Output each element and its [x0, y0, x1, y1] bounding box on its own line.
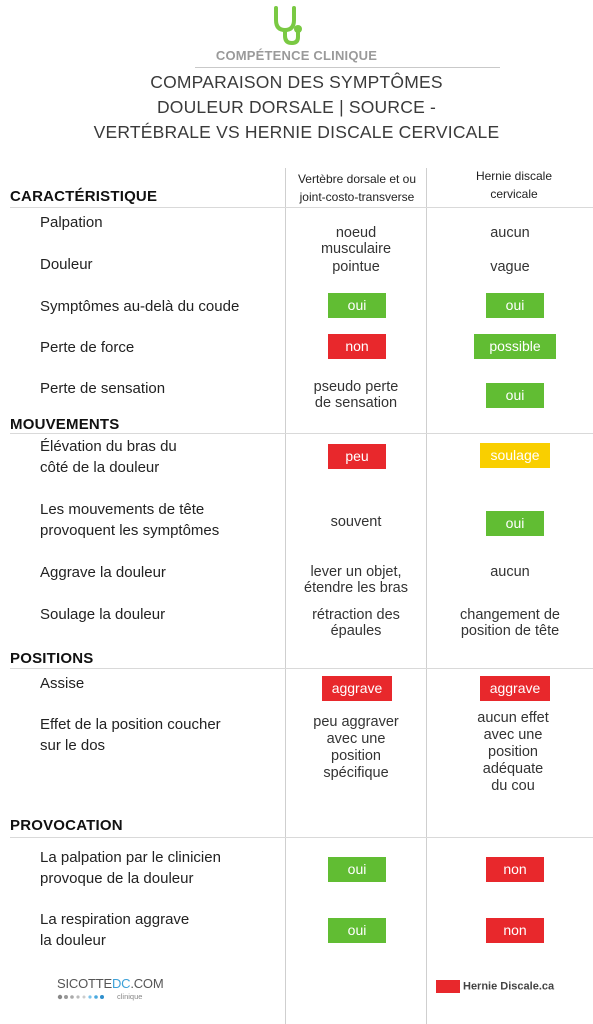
cell-palpation-vertebre-line-2: musculaire — [320, 241, 392, 257]
cell-coucher-hernie-line-4: adéquate — [482, 761, 544, 777]
cell-palpation-hernie: aucun — [490, 225, 530, 241]
row-label-tete-line-1: Les mouvements de tête — [40, 501, 205, 518]
row-label-assise: Assise — [40, 675, 85, 692]
cell-douleur-hernie: vague — [490, 259, 530, 275]
column-header-vertebre-line-1: Vertèbre dorsale et ou — [297, 172, 417, 186]
row-label-respiration-line-2: la douleur — [40, 932, 106, 949]
brand-title: COMPÉTENCE CLINIQUE — [215, 48, 378, 63]
cell-coucher-vertebre-line-3: position — [331, 748, 381, 764]
cell-aggrave-vertebre-line-1: lever un objet, — [310, 564, 402, 580]
cell-soulage-vertebre-line-2: épaules — [330, 623, 382, 639]
cell-aggrave-vertebre — [286, 564, 426, 596]
row-label-symptomes: Symptômes au-delà du coude — [40, 298, 240, 315]
badge-elevation-vertebre: peu — [328, 444, 386, 469]
cell-sensation-vertebre-line-1: pseudo perte — [313, 379, 399, 395]
row-label-elevation-line-2: côté de la douleur — [40, 459, 160, 476]
column-header-vertebre-line-2: joint-costo-transverse — [299, 190, 415, 204]
row-label-soulage: Soulage la douleur — [40, 606, 166, 623]
badge-assise-hernie: aggrave — [480, 676, 550, 701]
footer-sicotte-name-dc: DC — [111, 976, 131, 991]
cell-coucher-vertebre-line-4: spécifique — [323, 765, 389, 781]
cell-sensation-vertebre — [286, 379, 426, 411]
row-label-coucher-line-2: sur le dos — [40, 737, 106, 754]
row-label-palpation-clinicien — [40, 847, 221, 889]
row-label-tete — [40, 499, 219, 541]
footer-sicotte-subtitle: clinique — [117, 992, 143, 1001]
page-title-line-2: DOULEUR DORSALE | SOURCE - — [156, 97, 437, 117]
row-label-aggrave: Aggrave la douleur — [40, 564, 166, 581]
section-rule-positions — [10, 668, 593, 669]
cell-coucher-vertebre-line-2: avec une — [326, 731, 386, 747]
cell-douleur-vertebre: pointue — [332, 259, 380, 275]
cell-coucher-hernie — [427, 710, 593, 795]
column-header-hernie-line-1: Hernie discale — [475, 169, 553, 183]
column-divider-right — [426, 168, 427, 1024]
page-title-line-3: VERTÉBRALE VS HERNIE DISCALE CERVICALE — [93, 122, 500, 142]
footer-dots-icon — [57, 993, 117, 1001]
badge-elevation-hernie: soulage — [480, 443, 550, 468]
section-rule-caracteristique — [10, 207, 593, 208]
cell-palpation-vertebre-line-1: noeud — [335, 225, 377, 241]
cell-aggrave-hernie: aucun — [490, 564, 530, 580]
row-label-douleur: Douleur — [40, 256, 93, 273]
badge-assise-vertebre: aggrave — [322, 676, 392, 701]
section-heading-mouvements: MOUVEMENTS — [10, 416, 120, 433]
cell-coucher-hernie-line-5: du cou — [491, 778, 535, 794]
badge-palpation-clinicien-vertebre: oui — [328, 857, 386, 882]
footer-sicotte-name — [57, 976, 163, 991]
cell-soulage-hernie — [427, 607, 593, 639]
row-label-sensation: Perte de sensation — [40, 380, 166, 397]
cell-palpation-vertebre — [286, 225, 426, 257]
row-label-respiration — [40, 909, 189, 951]
cell-sensation-vertebre-line-2: de sensation — [314, 395, 398, 411]
badge-respiration-vertebre: oui — [328, 918, 386, 943]
row-label-palpation-clinicien-line-2: provoque de la douleur — [40, 870, 194, 887]
brand-divider — [195, 67, 500, 68]
row-label-respiration-line-1: La respiration aggrave — [40, 911, 190, 928]
column-header-hernie — [440, 167, 588, 203]
section-rule-provocation — [10, 837, 593, 838]
footer-sicotte-name-com: .COM — [130, 976, 164, 991]
badge-force-vertebre: non — [328, 334, 386, 359]
cell-soulage-hernie-line-2: position de tête — [460, 623, 560, 639]
footer-herniediscale-logo — [436, 980, 554, 993]
badge-symptomes-vertebre: oui — [328, 293, 386, 318]
badge-sensation-hernie: oui — [486, 383, 544, 408]
column-header-vertebre — [276, 170, 438, 206]
cell-soulage-vertebre — [286, 607, 426, 639]
page-title-line-1: COMPARAISON DES SYMPTÔMES — [150, 72, 443, 92]
row-label-elevation — [40, 436, 177, 478]
cell-aggrave-vertebre-line-2: étendre les bras — [304, 580, 408, 596]
section-heading-caracteristique: CARACTÉRISTIQUE — [10, 188, 158, 205]
footer-sicotte-name-a: SICOTTE — [57, 976, 112, 991]
cell-coucher-vertebre-line-1: peu aggraver — [313, 714, 399, 730]
cell-tete-vertebre: souvent — [330, 514, 382, 530]
row-label-coucher — [40, 714, 221, 756]
badge-palpation-clinicien-hernie: non — [486, 857, 544, 882]
cell-soulage-hernie-line-1: changement de — [460, 607, 560, 623]
row-label-palpation: Palpation — [40, 214, 103, 231]
column-header-hernie-line-2: cervicale — [490, 187, 538, 201]
cell-coucher-hernie-line-1: aucun effet — [477, 710, 549, 726]
column-divider-left — [285, 168, 286, 1024]
row-label-coucher-line-1: Effet de la position coucher — [40, 716, 221, 733]
cell-coucher-vertebre — [286, 714, 426, 782]
stethoscope-icon — [270, 6, 304, 46]
row-label-force: Perte de force — [40, 339, 135, 356]
footer-sicotte-logo — [57, 976, 164, 1001]
row-label-tete-line-2: provoquent les symptômes — [40, 522, 220, 539]
row-label-palpation-clinicien-line-1: La palpation par le clinicien — [40, 849, 221, 866]
cell-coucher-hernie-line-3: position — [488, 744, 538, 760]
hernie-discale-logo-icon — [436, 980, 460, 993]
section-rule-mouvements — [10, 433, 593, 434]
badge-tete-hernie: oui — [486, 511, 544, 536]
badge-symptomes-hernie: oui — [486, 293, 544, 318]
section-heading-positions: POSITIONS — [10, 650, 94, 667]
cell-soulage-vertebre-line-1: rétraction des — [312, 607, 400, 623]
row-label-elevation-line-1: Élévation du bras du — [40, 438, 177, 455]
footer-herniediscale-text: Hernie Discale.ca — [463, 980, 555, 993]
cell-coucher-hernie-line-2: avec une — [483, 727, 543, 743]
section-heading-provocation: PROVOCATION — [10, 817, 123, 834]
badge-respiration-hernie: non — [486, 918, 544, 943]
badge-force-hernie: possible — [474, 334, 556, 359]
